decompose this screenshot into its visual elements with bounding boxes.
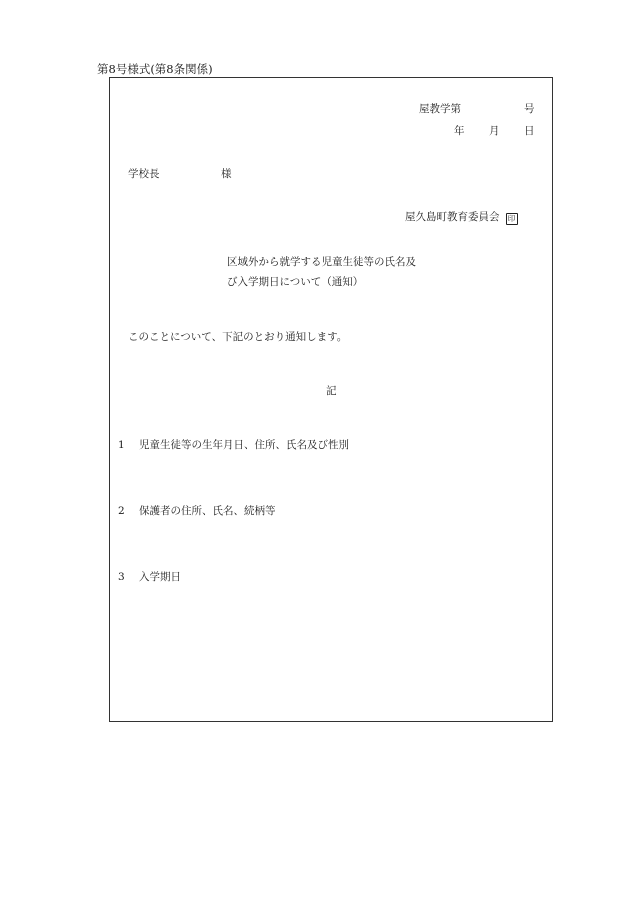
item-2-text: 保護者の住所、氏名、続柄等 [139, 505, 276, 517]
ki-heading: 記 [326, 385, 337, 397]
subject-line-2: び入学期日について（通知） [227, 276, 364, 288]
date-year: 年 [454, 125, 465, 137]
item-1-number: 1 [118, 439, 125, 451]
body-text: このことについて、下記のとおり通知します。 [128, 331, 348, 343]
form-number-label: 第8号様式(第8条関係) [97, 62, 213, 76]
addressee-honorific: 様 [221, 168, 232, 180]
sender-block [405, 211, 518, 225]
official-seal-icon: 印 [506, 213, 518, 225]
reference-prefix: 屋教学第 [419, 103, 461, 115]
date-day: 日 [524, 125, 535, 137]
item-1-text: 児童生徒等の生年月日、住所、氏名及び性別 [139, 439, 349, 451]
sender-name: 屋久島町教育委員会 [405, 211, 500, 223]
item-2-number: 2 [118, 505, 125, 517]
item-3-text: 入学期日 [139, 571, 181, 583]
reference-suffix: 号 [524, 103, 535, 115]
item-3-number: 3 [118, 571, 125, 583]
addressee-title: 学校長 [128, 168, 160, 180]
document-frame [109, 77, 553, 722]
subject-line-1: 区域外から就学する児童生徒等の氏名及 [227, 256, 416, 268]
date-month: 月 [489, 125, 500, 137]
